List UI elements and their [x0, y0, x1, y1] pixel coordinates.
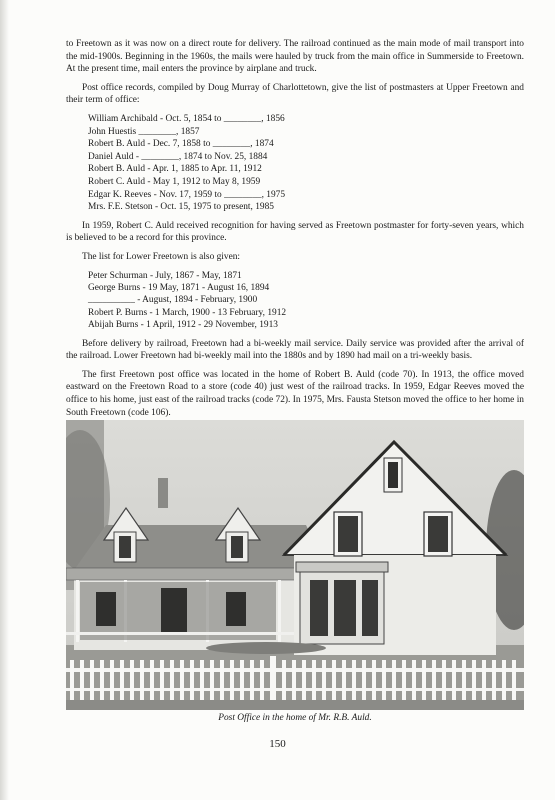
list-item: Daniel Auld - ________, 1874 to Nov. 25, 1884: [88, 151, 268, 162]
list-item: John Huestis ________, 1857: [88, 126, 200, 137]
list-item: George Burns - 19 May, 1871 - August 16, 1894: [88, 282, 270, 293]
list-item: William Archibald - Oct. 5, 1854 to ________, 1856: [88, 113, 285, 124]
upper-freetown-postmaster-list: [88, 113, 524, 214]
paragraph-office-locations: The first Freetown post office was located in the home of Robert B. Auld (code 70). In 1913, the office moved eastward on the Freetown Road to a store (code 40) just west of the railroad tracks. In 1959, Edgar Reeves moved the office to his home, just east of the railroad tracks (code 72). In 1975, Mrs. Fausta Stetson moved the office to her home in South Freetown (code 106).: [66, 369, 524, 418]
body-text: [66, 38, 524, 425]
paragraph-mail-frequency: Before delivery by railroad, Freetown had a bi-weekly mail service. Daily service was provided after the arrival of the railroad. Lower Freetown had bi-weekly mail into the 1880s and by 1890 had mail on a tri-weekly basis.: [66, 338, 524, 362]
list-item: Peter Schurman - July, 1867 - May, 1871: [88, 270, 242, 281]
list-item: Robert P. Burns - 1 March, 1900 - 13 February, 1912: [88, 307, 287, 318]
paragraph-mail-transport: to Freetown as it was now on a direct route for delivery. The railroad continued as the main mode of mail transport into the mid-1900s. Beginning in the 1960s, the mails were hauled by truck from the main office in Summerside to Freetown. At the present time, mail enters the province by airplane and truck.: [66, 39, 524, 75]
house-photograph-image: [66, 420, 524, 710]
list-item: Edgar K. Reeves - Nov. 17, 1959 to ________, 1975: [88, 189, 286, 200]
page-binding-edge: [0, 0, 9, 800]
lower-freetown-postmaster-list: [88, 270, 524, 332]
list-item: Robert B. Auld - Apr. 1, 1885 to Apr. 11, 1912: [88, 164, 262, 175]
photo-caption: Post Office in the home of Mr. R.B. Auld.: [218, 713, 372, 723]
list-item: Robert C. Auld - May 1, 1912 to May 8, 1959: [88, 176, 261, 187]
list-item: __________ - August, 1894 - February, 1900: [88, 295, 258, 306]
paragraph-auld-recognition: In 1959, Robert C. Auld received recognition for having served as Freetown postmaster for forty-seven years, which is believed to be a record for this province.: [66, 220, 524, 244]
post-office-photo: [66, 420, 524, 710]
page-number: 150: [269, 738, 286, 750]
paragraph-postmaster-intro: Post office records, compiled by Doug Murray of Charlottetown, give the list of postmasters at Upper Freetown and their term of office:: [66, 82, 524, 106]
list-item: Robert B. Auld - Dec. 7, 1858 to ________, 1874: [88, 139, 274, 150]
list-item: Mrs. F.E. Stetson - Oct. 15, 1975 to present, 1985: [88, 202, 274, 213]
list-item: Abijah Burns - 1 April, 1912 - 29 November, 1913: [88, 320, 278, 331]
paragraph-lower-freetown-intro: The list for Lower Freetown is also given:: [82, 251, 241, 262]
